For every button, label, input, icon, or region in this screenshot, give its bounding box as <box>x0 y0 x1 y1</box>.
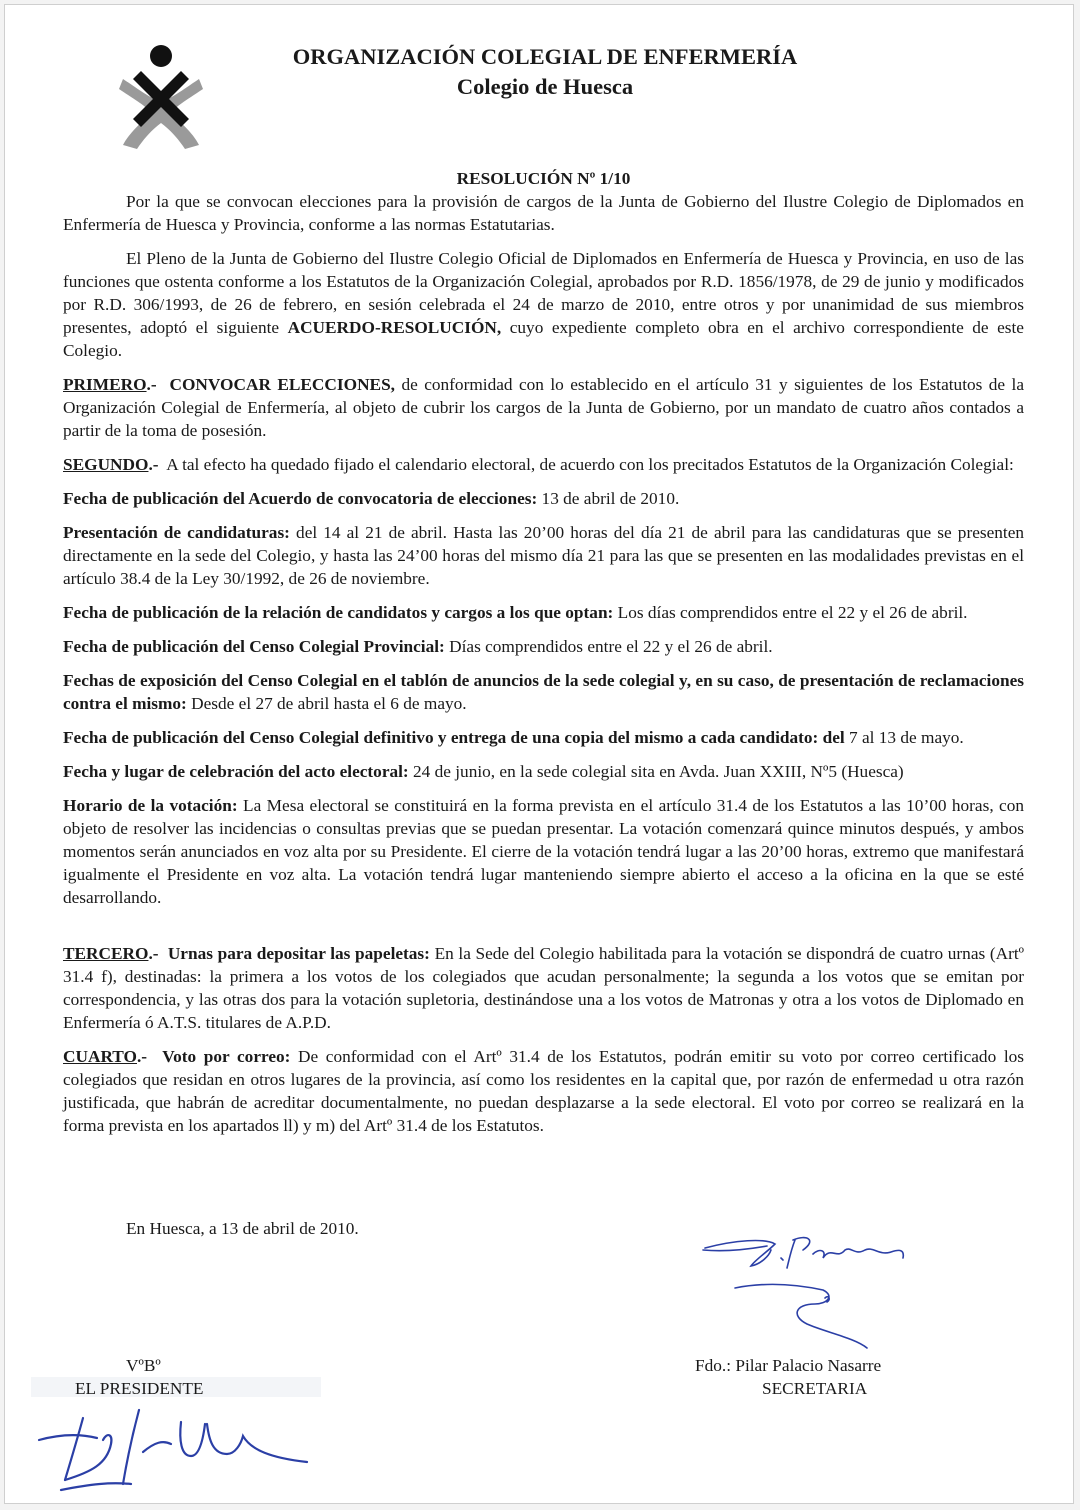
article-heading: CONVOCAR ELECCIONES, <box>169 375 396 394</box>
calendar-value: 7 al 13 de mayo. <box>849 728 964 747</box>
resolution-subject: Por la que se convocan elecciones para la provisión de cargos de la Junta de Gobierno del Ilustre Colegio de Diplomados en Enfermería de Huesca y Provincia, conforme a las normas Estatutarias. <box>63 192 1024 234</box>
article-heading: Voto por correo: <box>162 1047 291 1066</box>
organization-title: ORGANIZACIÓN COLEGIAL DE ENFERMERÍA <box>292 44 798 69</box>
calendar-value: 13 de abril de 2010. <box>541 489 680 508</box>
article-cuarto <box>63 1045 1024 1137</box>
signed-by: Fdo.: Pilar Palacio Nasarre <box>695 1356 882 1375</box>
article-text: De conformidad con el Artº 31.4 de los Estatutos, podrán emitir su voto por correo certificado los colegiados que residan en otros lugares de la provincia, así como los residentes en la capital que, por razón de enfermedad u otra razón justificada, que habrán de acreditar documentalmente, no puedan desplazarse a la sede electoral. El voto por correo se realizará en la forma prevista en los apartados ll) y m) del Artº 31.4 de los Estatutos. <box>63 1047 1024 1135</box>
preamble-text: El Pleno de la Junta de Gobierno del Ilustre Colegio Oficial de Diplomados en Enfermería de Huesca y Provincia, en uso de las funciones que ostenta conforme a los Estatutos de la Organización Colegial, aprobados por R.D. 1856/1978, de 29 de junio y modificados por R.D. 306/1993, de 26 de febrero, en sesión celebrada el 24 de marzo de 2010, entre otros y por unanimidad de sus miembros presentes, adoptó el siguiente <box>63 249 1024 337</box>
calendar-value: Desde el 27 de abril hasta el 6 de mayo. <box>191 694 467 713</box>
president-label: EL PRESIDENTE <box>75 1379 204 1398</box>
preamble-text-end: cuyo expediente completo obra en el archivo correspondiente de este Colegio. <box>63 318 1024 360</box>
place-date: En Huesca, a 13 de abril de 2010. <box>126 1219 359 1238</box>
article-text: de conformidad con lo establecido en el artículo 31 y siguientes de los Estatutos de la Organización Colegial de Enfermería, al objeto de cubrir los cargos de la Junta de Gobierno, por un mandato de cuatro años contados a partir de la toma de posesión. <box>63 375 1025 440</box>
calendar-item <box>63 726 1024 749</box>
article-text: A tal efecto ha quedado fijado el calendario electoral, de acuerdo con los precitados Estatutos de la Organización Colegial: <box>166 455 1014 474</box>
article-label: SEGUNDO <box>63 455 149 474</box>
article-heading: Urnas para depositar las papeletas: <box>167 944 430 963</box>
article-primero <box>63 373 1024 442</box>
calendar-label: Fecha y lugar de celebración del acto electoral: <box>63 762 409 781</box>
article-sep: .- <box>148 944 159 963</box>
nursing-emblem-icon <box>111 41 211 151</box>
calendar-item <box>63 521 1024 590</box>
president-signature <box>31 1400 321 1495</box>
college-name: Colegio de Huesca <box>456 74 634 99</box>
vobo-label: VºBº <box>126 1356 161 1375</box>
document-page <box>4 4 1074 1504</box>
calendar-item <box>63 635 1024 658</box>
article-label: PRIMERO <box>63 375 147 394</box>
calendar-value: Días comprendidos entre el 22 y el 26 de abril. <box>449 637 773 656</box>
calendar-value: del 14 al 21 de abril. Hasta las 20’00 horas del día 21 de abril para las candidaturas que se presenten directamente en la sede del Colegio, y hasta las 24’00 horas del mismo día 21 para las que se presenten en las modalidades previstas en el artículo 38.4 de la Ley 30/1992, de 26 de noviembre. <box>63 523 1025 588</box>
calendar-label: Fecha de publicación de la relación de candidatos y cargos a los que optan: <box>63 603 614 622</box>
secretary-label: SECRETARIA <box>762 1379 868 1398</box>
calendar-label: Fechas de exposición del Censo Colegial en el tablón de anuncios de la sede colegial y, en su caso, de presentación de reclamaciones contra el mismo: <box>63 671 1024 713</box>
calendar-label: Horario de la votación: <box>63 796 238 815</box>
calendar-value: La Mesa electoral se constituirá en la forma prevista en el artículo 31.4 de los Estatutos a las 10’00 horas, con objeto de resolver las incidencias o consultas previas que se puedan presentar. La votación comenzará quince minutos después, y ambos momentos serán anunciados en voz alta por su Presidente. El cierre de la votación tendrá lugar a las 20’00 horas, extremo que manifestará igualmente el Presidente en voz alta. La votación tendrá lugar manteniendo siempre abierto el acceso a la oficina en la que se esté desarrollando. <box>63 796 1024 907</box>
article-segundo <box>63 453 1024 476</box>
article-sep: .- <box>148 455 159 474</box>
article-text: En la Sede del Colegio habilitada para la votación se dispondrá de cuatro urnas (Artº 31.4 f), destinadas: la primera a los votos de los colegiados que acudan personalmente; la segunda a los votos que se emitan por correspondencia, y las otras dos para la votación supletoria, destinándose una a los votos de Matronas y otra a los votos de Diplomado en Enfermería ó A.T.S. titulares de A.P.D. <box>63 944 1024 1032</box>
calendar-value: 24 de junio, en la sede colegial sita en Avda. Juan XXIII, Nº5 (Huesca) <box>413 762 904 781</box>
calendar-label: Fecha de publicación del Censo Colegial definitivo y entrega de una copia del mismo a cada candidato: del <box>63 728 845 747</box>
article-label: TERCERO <box>63 944 149 963</box>
preamble-paragraph <box>63 247 1024 362</box>
calendar-item <box>63 760 1024 783</box>
calendar-label: Fecha de publicación del Censo Colegial Provincial: <box>63 637 445 656</box>
article-tercero <box>63 942 1024 1034</box>
calendar-item <box>63 601 1024 624</box>
article-label: CUARTO <box>63 1047 137 1066</box>
calendar-item <box>63 487 1024 510</box>
calendar-item <box>63 794 1024 909</box>
calendar-label: Presentación de candidaturas: <box>63 523 290 542</box>
calendar-item <box>63 669 1024 715</box>
resolution-body <box>63 165 1024 1137</box>
article-sep: .- <box>136 1047 148 1066</box>
calendar-value: Los días comprendidos entre el 22 y el 26 de abril. <box>617 603 968 622</box>
preamble-bold: ACUERDO-RESOLUCIÓN, <box>287 318 502 337</box>
calendar-label: Fecha de publicación del Acuerdo de convocatoria de elecciones: <box>63 489 538 508</box>
article-sep: .- <box>146 375 157 394</box>
resolution-title: RESOLUCIÓN Nº 1/10 <box>456 169 631 188</box>
